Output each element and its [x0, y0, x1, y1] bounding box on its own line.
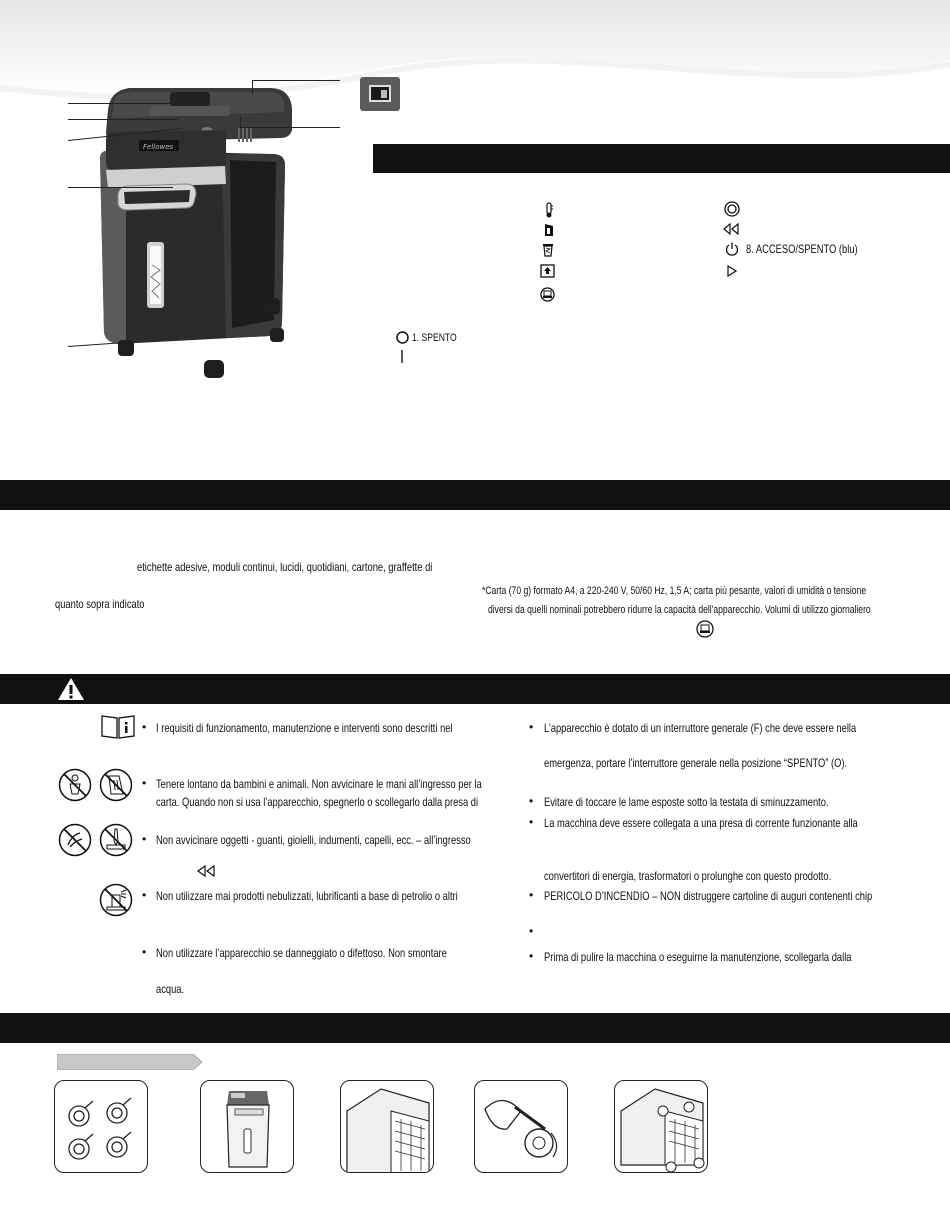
off-position-label: 1. SPENTO [412, 332, 457, 344]
no-children-icon [58, 768, 92, 802]
warning-bullet-r6: • [529, 949, 534, 963]
shredder-upright-icon [201, 1081, 294, 1173]
power-icon [725, 242, 739, 259]
warning-right-4: La macchina deve essere collegata a una presa di corrente funzionante alla [544, 816, 858, 830]
warning-left-3: carta. Quando non si usa l’apparecchio, spegnerlo o scollegarlo dalla presa di [156, 795, 479, 809]
section-bar-warnings [0, 674, 950, 704]
capacity-note-line-2: diversi da quelli nominali potrebbero ridurre la capacità dell'apparecchio. Volumi di utilizzo giornaliero [488, 604, 871, 616]
warning-bullet-r3: • [529, 815, 534, 829]
warning-left-1: I requisiti di funzionamento, manutenzione e interventi sono descritti nel [156, 721, 453, 735]
safelock-icon [540, 287, 555, 305]
off-circle-icon [396, 331, 409, 347]
warning-left-7: acqua. [156, 982, 185, 996]
warning-right-1: L’apparecchio è dotato di un interruttore generale (F) che deve essere nella [544, 721, 857, 735]
section-bar-assembly [0, 1013, 950, 1043]
warning-bullet-r4: • [529, 888, 534, 902]
manual-info-icon [101, 714, 135, 740]
auto-on-icon [724, 201, 740, 220]
warning-right-3: Evitare di toccare le lame esposte sotto la testata di sminuzzamento. [544, 795, 829, 809]
shredder-side-icon [341, 1081, 434, 1173]
section-bar-capacity [0, 480, 950, 510]
no-tie-icon [99, 823, 133, 857]
door-icon [543, 223, 555, 240]
model-badge-icon [360, 77, 400, 111]
warning-bullet-5: • [142, 945, 147, 959]
shredder-illustration [0, 70, 345, 390]
step-shredder-tilted [340, 1080, 434, 1173]
forward-icon [727, 265, 737, 280]
step-caster-insert [474, 1080, 568, 1173]
svg-text:Fellowes: Fellowes [143, 143, 174, 151]
no-hands-icon [99, 768, 133, 802]
bin-full-icon [542, 243, 554, 260]
callout-line-7 [240, 127, 340, 128]
callout-line-4 [68, 187, 173, 188]
capacity-left-line-2: quanto sopra indicato [55, 597, 145, 611]
warning-left-2: Tenere lontano da bambini e animali. Non avvicinare le mani all’ingresso per la [156, 777, 482, 791]
callout-line-1 [68, 103, 196, 104]
callout-line-6 [252, 80, 340, 81]
warning-bullet-2: • [142, 776, 147, 790]
warning-bullet-1: • [142, 720, 147, 734]
warning-bullet-r5: • [529, 924, 534, 938]
step-arrow-tab [57, 1054, 202, 1070]
step-casters-mounted [614, 1080, 708, 1173]
capacity-note-line-1: *Carta (70 g) formato A4, a 220-240 V, 50/60 Hz, 1,5 A; carta più pesante, valori di umidità o tensione [482, 585, 867, 597]
capacity-left-line-1: etichette adesive, moduli continui, lucidi, quotidiani, cartone, graffette di [137, 560, 433, 574]
warning-right-6: PERICOLO D’INCENDIO – NON distruggere cartoline di auguri contenenti chip [544, 889, 873, 903]
warning-left-4: Non avvicinare oggetti - guanti, gioielli, indumenti, capelli, ecc. – all’ingresso [156, 833, 471, 847]
no-jewelry-icon [58, 823, 92, 857]
warning-bullet-r1: • [529, 720, 534, 734]
warning-triangle-icon [57, 677, 85, 701]
warning-bullet-4: • [142, 888, 147, 902]
caster-insert-icon [475, 1081, 568, 1173]
step-shredder-upright [200, 1080, 294, 1173]
reverse-icon-warning [197, 865, 215, 877]
on-line-icon [400, 350, 404, 366]
warning-left-6: Non utilizzare l’apparecchio se danneggiato o difettoso. Non smontare [156, 946, 447, 960]
callout-line-2 [68, 119, 178, 120]
casters-mounted-icon [615, 1081, 708, 1173]
warning-right-8: Prima di pulire la macchina o eseguirne la manutenzione, scollegarla dalla [544, 950, 852, 964]
safelock-icon-small [696, 620, 714, 641]
reverse-icon [723, 223, 739, 238]
warning-bullet-3: • [142, 832, 147, 846]
callout-line-6-vertical [252, 80, 253, 94]
warning-right-5: convertitori di energia, trasformatori o prolunghe con questo prodotto. [544, 869, 832, 883]
no-aerosol-icon [99, 883, 133, 917]
paper-eject-icon [540, 264, 555, 281]
thermometer-icon [544, 202, 554, 221]
callout-line-7-vertical [240, 117, 241, 127]
section-bar-controls [373, 144, 950, 173]
power-label: 8. ACCESO/SPENTO (blu) [746, 242, 858, 256]
casters-icon [55, 1081, 148, 1173]
warning-right-2: emergenza, portare l’interruttore generale nella posizione “SPENTO” (O). [544, 756, 848, 770]
step-casters [54, 1080, 148, 1173]
warning-left-5: Non utilizzare mai prodotti nebulizzati, lubrificanti a base di petrolio o altri [156, 889, 458, 903]
warning-bullet-r2: • [529, 794, 534, 808]
